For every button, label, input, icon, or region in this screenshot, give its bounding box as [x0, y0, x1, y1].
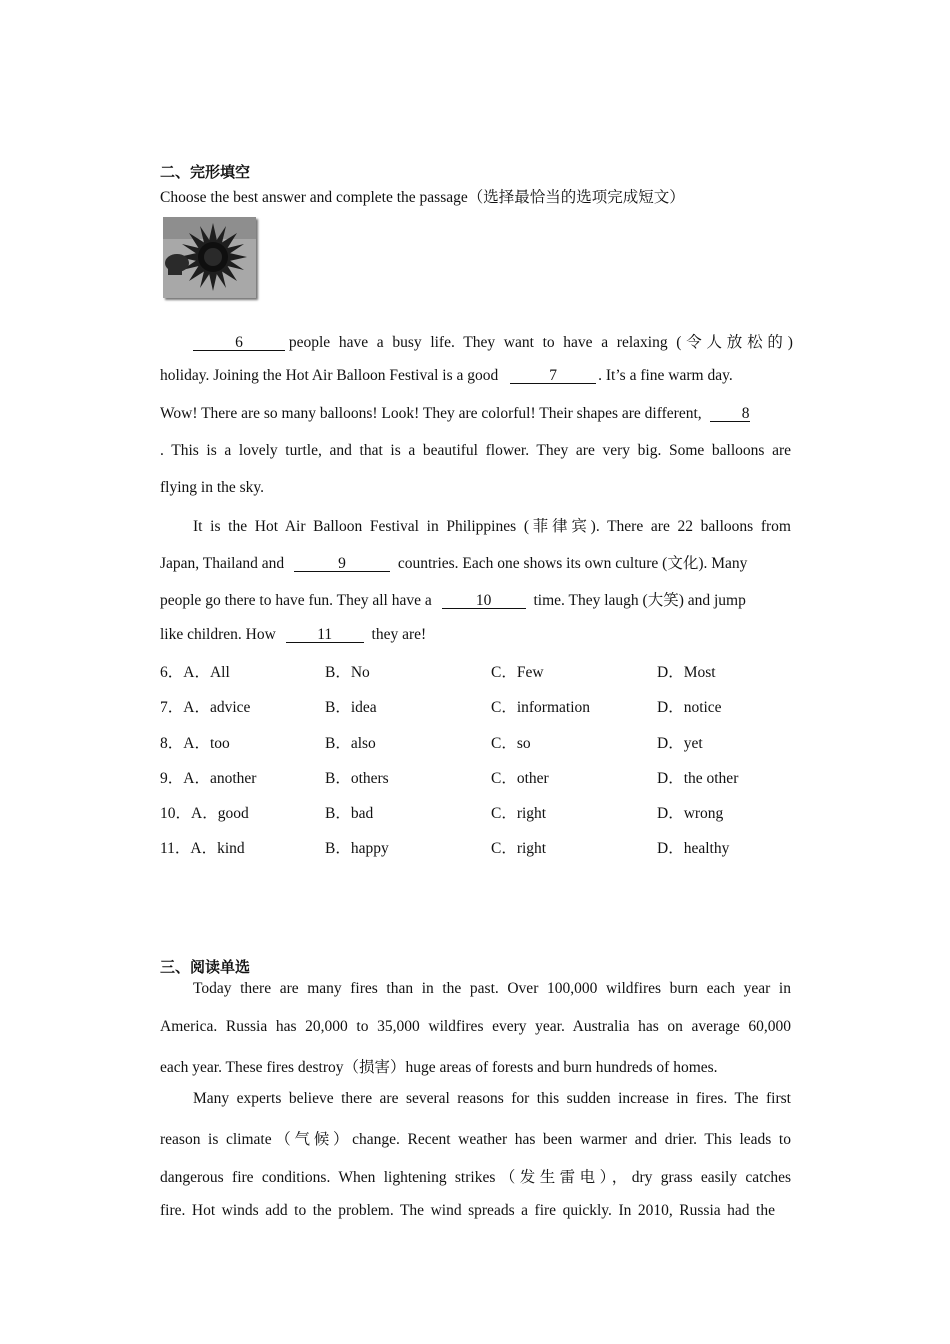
passage-line: flying in the sky. [160, 479, 265, 496]
option-a[interactable]: 9．A．another [160, 770, 257, 787]
option-c[interactable]: C．Few [491, 664, 544, 681]
passage-line: dangerous fire conditions. When lightening strikes（发生雷电），dry grass easily catches [160, 1169, 791, 1186]
option-a[interactable]: 8．A．too [160, 735, 230, 752]
option-c[interactable]: C．information [491, 699, 591, 716]
option-b[interactable]: B．others [325, 770, 389, 787]
blank-10: 10 [442, 593, 526, 609]
option-d[interactable]: D．healthy [657, 840, 730, 857]
section3-heading: 三、阅读单选 [160, 958, 251, 976]
passage-line: Wow! There are so many balloons! Look! They are colorful! Their shapes are different, 8 [160, 405, 750, 422]
blank-6: 6 [193, 335, 285, 351]
passage-line: Many experts believe there are several reasons for this sudden increase in fires. The first [193, 1090, 791, 1107]
passage-line: 6 people have a busy life. They want to have a relaxing (令人放松的) [160, 330, 791, 352]
section2-instruction: Choose the best answer and complete the passage（选择最恰当的选项完成短文） [160, 189, 685, 206]
passage-line: . This is a lovely turtle, and that is a beautiful flower. They are very big. Some balloons are [160, 442, 791, 459]
option-c[interactable]: C．other [491, 770, 549, 787]
passage-line: Japan, Thailand and 9 countries. Each one shows its own culture (文化). Many [160, 555, 748, 572]
option-d[interactable]: D．wrong [657, 805, 724, 822]
passage-line: fire. Hot winds add to the problem. The wind spreads a fire quickly. In 2010, Russia had the [160, 1202, 775, 1219]
option-c[interactable]: C．right [491, 805, 547, 822]
blank-8: 8 [710, 406, 750, 422]
option-c[interactable]: C．so [491, 735, 531, 752]
passage-line: each year. These fires destroy（损害）huge areas of forests and burn hundreds of homes. [160, 1059, 718, 1076]
option-d[interactable]: D．the other [657, 770, 739, 787]
section2-heading: 二、完形填空 [160, 163, 251, 181]
option-a[interactable]: 7．A．advice [160, 699, 251, 716]
option-d[interactable]: D．yet [657, 735, 703, 752]
passage-line: It is the Hot Air Balloon Festival in Philippines (菲律宾). There are 22 balloons from [193, 518, 791, 535]
option-b[interactable]: B．idea [325, 699, 377, 716]
option-b[interactable]: B．also [325, 735, 376, 752]
option-a[interactable]: 11．A．kind [160, 840, 245, 857]
blank-9: 9 [294, 556, 390, 572]
option-d[interactable]: D．Most [657, 664, 716, 681]
passage-line: like children. How 11 they are! [160, 626, 427, 643]
option-a[interactable]: 6．A．All [160, 664, 230, 681]
option-c[interactable]: C．right [491, 840, 547, 857]
option-d[interactable]: D．notice [657, 699, 722, 716]
blank-11: 11 [286, 627, 364, 643]
balloon-photo [163, 217, 256, 298]
blank-7: 7 [510, 368, 596, 384]
option-b[interactable]: B．bad [325, 805, 374, 822]
passage-line: holiday. Joining the Hot Air Balloon Festival is a good 7 . It’s a fine warm day. [160, 367, 733, 384]
passage-line: America. Russia has 20,000 to 35,000 wildfires every year. Australia has on average 60,000 [160, 1018, 791, 1035]
option-a[interactable]: 10．A．good [160, 805, 249, 822]
passage-line: reason is climate（气候）change. Recent weather has been warmer and drier. This leads to [160, 1131, 791, 1148]
passage-line: Today there are many fires than in the past. Over 100,000 wildfires burn each year in [193, 980, 791, 997]
option-b[interactable]: B．No [325, 664, 370, 681]
option-b[interactable]: B．happy [325, 840, 389, 857]
passage-line: people go there to have fun. They all have a 10 time. They laugh (大笑) and jump [160, 592, 746, 609]
sunflower-balloon-icon [163, 217, 256, 298]
